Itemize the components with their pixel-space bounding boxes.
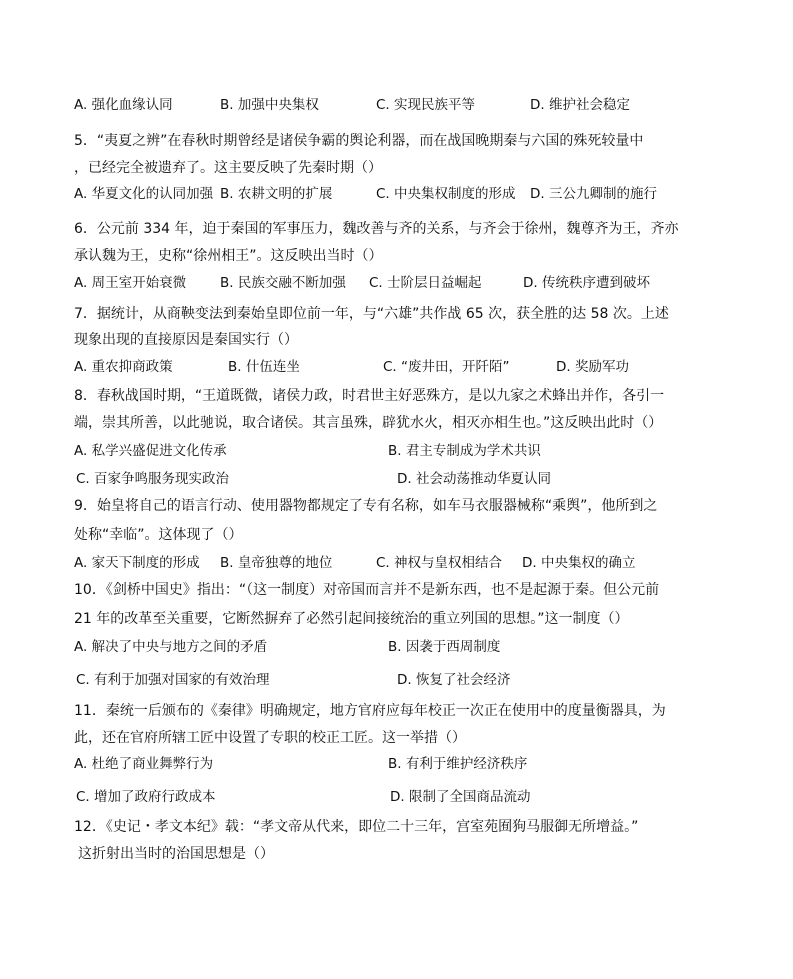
q10-option-d: D. 恢复了社会经济 <box>397 672 511 688</box>
q5-option-d: D. 三公九卿制的施行 <box>530 186 657 202</box>
q7-option-c: C. “废井田，开阡陌” <box>383 359 510 375</box>
q9-option-a: A. 家天下制度的形成 <box>74 555 200 571</box>
q9-stem-line-1: 9．始皇将自己的语言行动、使用器物都规定了专有名称，如车马衣服器械称“乘舆”，他所到之 <box>74 498 658 514</box>
q10-option-a: A. 解决了中央与地方之间的矛盾 <box>74 639 268 655</box>
q6-stem-line-2: 承认魏为王，史称“徐州相王”。这反映出当时（） <box>74 248 383 264</box>
q8-option-c: C. 百家争鸣服务现实政治 <box>76 471 230 487</box>
q4-option-c: C. 实现民族平等 <box>376 97 476 113</box>
q11-option-b: B. 有利于维护经济秩序 <box>388 756 528 772</box>
q11-option-d: D. 限制了全国商品流动 <box>390 789 531 805</box>
q7-option-a: A. 重农抑商政策 <box>74 359 173 375</box>
q5-option-b: B. 农耕文明的扩展 <box>220 186 333 202</box>
q8-option-b: B. 君主专制成为学术共识 <box>388 443 541 459</box>
q7-option-d: D. 奖励军功 <box>556 359 629 375</box>
q9-option-b: B. 皇帝独尊的地位 <box>220 555 333 571</box>
q10-stem-line-1: 10．《剑桥中国史》指出：“（这一制度）对帝国而言并不是新东西，也不是起源于秦。但公元前 <box>74 582 660 598</box>
q9-option-c: C. 神权与皇权相结合 <box>376 555 503 571</box>
q6-stem-line-1: 6．公元前 334 年，迫于秦国的军事压力，魏改善与齐的关系，与齐会于徐州，魏尊齐为王，齐亦 <box>74 221 679 237</box>
q8-option-d: D. 社会动荡推动华夏认同 <box>397 471 551 487</box>
q5-option-c: C. 中央集权制度的形成 <box>376 186 516 202</box>
q10-option-b: B. 因袭于西周制度 <box>388 639 501 655</box>
q11-option-c: C. 增加了政府行政成本 <box>76 789 216 805</box>
q9-option-d: D. 中央集权的确立 <box>522 555 636 571</box>
q9-stem-line-2: 处称“幸临”。这体现了（） <box>74 527 243 543</box>
q4-option-b: B. 加强中央集权 <box>220 97 319 113</box>
q4-option-a: A. 强化血缘认同 <box>74 97 173 113</box>
q8-option-a: A. 私学兴盛促进文化传承 <box>74 443 227 459</box>
q7-stem-line-2: 现象出现的直接原因是秦国实行（） <box>74 332 298 348</box>
q6-option-d: D. 传统秩序遭到破坏 <box>523 275 650 291</box>
q5-stem-line-2: ，已经完全被遗弃了。这主要反映了先秦时期（） <box>74 160 382 176</box>
q11-option-a: A. 杜绝了商业舞弊行为 <box>74 756 214 772</box>
q10-stem-line-2: 21 年的改革至关重要，它断然摒弃了必然引起间接统治的重立列国的思想。”这一制度（） <box>74 611 629 627</box>
q8-stem-line-1: 8．春秋战国时期，“王道既微，诸侯力政，时君世主好恶殊方，是以九家之术蜂出并作，各引一 <box>74 388 665 404</box>
q11-stem-line-2: 此，还在官府所辖工匠中设置了专职的校正工匠。这一举措（） <box>74 730 466 746</box>
q12-stem-line-2: 这折射出当时的治国思想是（） <box>78 846 274 862</box>
q7-option-b: B. 什伍连坐 <box>228 359 300 375</box>
q6-option-a: A. 周王室开始衰微 <box>74 275 187 291</box>
q12-stem-line-1: 12．《史记・孝文本纪》载：“孝文帝从代来，即位二十三年，宫室苑囿狗马服御无所增益。” <box>74 819 639 835</box>
q6-option-c: C. 士阶层日益崛起 <box>369 275 482 291</box>
q11-stem-line-1: 11．秦统一后颁布的《秦律》明确规定，地方官府应每年校正一次正在使用中的度量衡器具，为 <box>74 703 666 719</box>
q8-stem-line-2: 端，崇其所善，以此驰说，取合诸侯。其言虽殊，辟犹水火，相灭亦相生也。”这反映出此时（） <box>74 415 663 431</box>
q7-stem-line-1: 7．据统计，从商鞅变法到秦始皇即位前一年，与“六雄”共作战 65 次，获全胜的达 58 次。上述 <box>74 306 669 322</box>
q4-option-d: D. 维护社会稳定 <box>530 97 630 113</box>
q10-option-c: C. 有利于加强对国家的有效治理 <box>76 672 270 688</box>
q6-option-b: B. 民族交融不断加强 <box>220 275 346 291</box>
q5-stem-line-1: 5．“夷夏之辨”在春秋时期曾经是诸侯争霸的舆论利器，而在战国晚期秦与六国的殊死较量中 <box>74 133 644 149</box>
q5-option-a: A. 华夏文化的认同加强 <box>74 186 214 202</box>
